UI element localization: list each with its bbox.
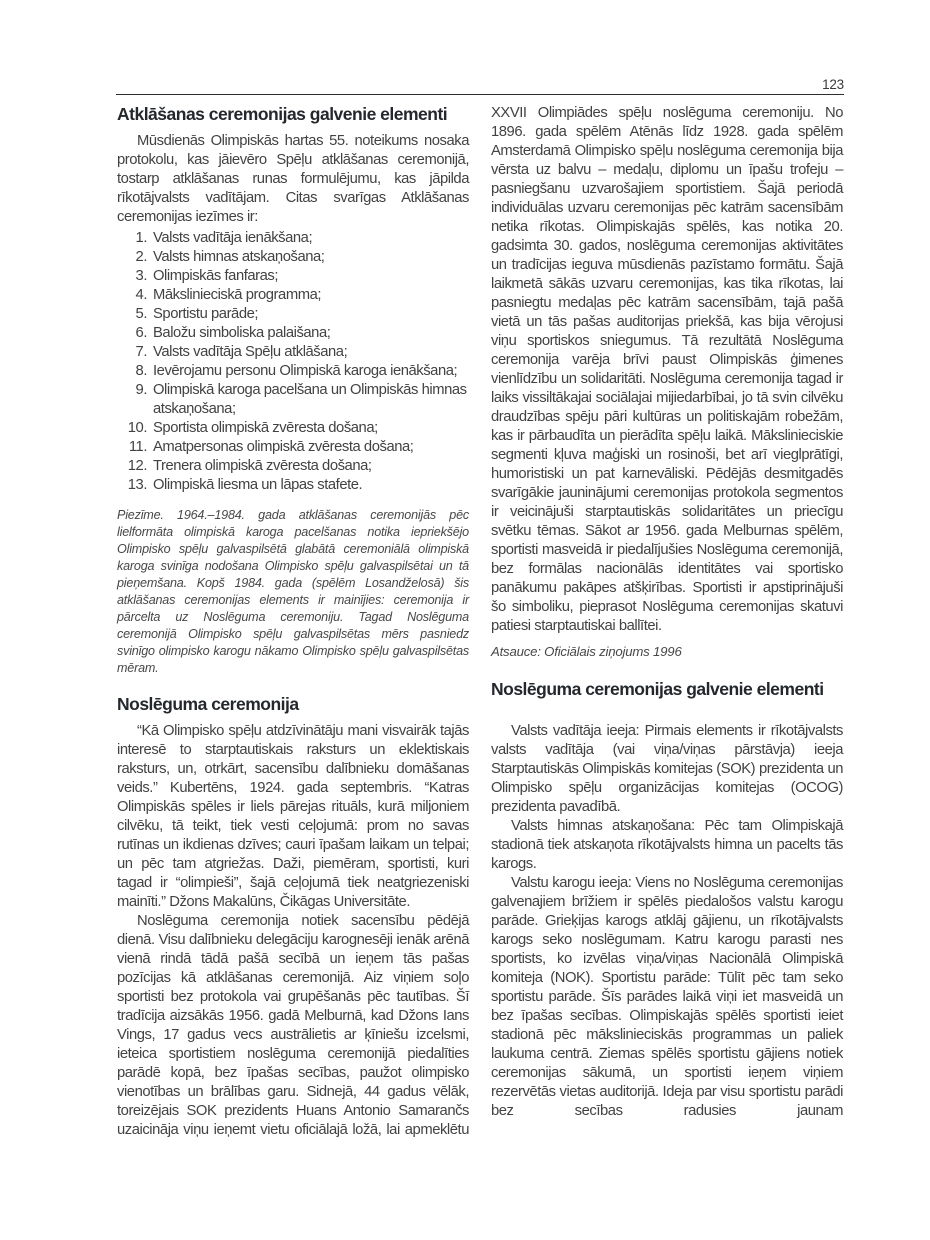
- elements-paragraph-flags: Valstu karogu ieeja: Viens no Noslēguma ceremonijas galvenajiem brīžiem ir spēlēs piedalošos valstu karogu parāde. Grieķijas karogs atklāj gājienu, un rīkotājvalsts karogs seko noslēgumam. Katru karogu parasti nes sportists, ko izvēlas viņa/viņas Nacionālā Olimpiskā komiteja (NOK). Sportistu parāde: Tūlīt pēc tam seko sportistu parāde. Šīs parādes laikā viņi iet masveidā un bez īpašas secības. Olimpiskajās spēlēs sportisti ieiet stadionā pēc mākslinieciskās programmas un paliek laukuma centrā. Ziemas spēlēs sportistu gājiens notiek ceremonijas sākumā, un sportisti ieņem viņiem rezervētās vietas auditorijā. Ideja par visu sportistu parādi bez secības radusies jaunam: [491, 875, 843, 1119]
- list-item: Olimpiskās fanfaras;: [153, 268, 279, 284]
- note-paragraph: Piezīme. 1964.–1984. gada atklāšanas ceremonijās pēc lielformāta olimpiskā karoga pacelšanas notika iepriekšējo Olimpisko spēļu galvaspilsētā glabātā ceremoniālā olimpiskā karoga svinīga nodošana Olimpisko spēļu galvaspilsētai un tā pieņemšana. Kopš 1984. gada (spēlēm Losandželosā) šis atklāšanas ceremonijas elements ir mainījies: ceremonija ir pārcelta uz Noslēguma ceremoniju. Tagad Noslēguma ceremonijā Olimpisko spēļu galvaspilsētas mērs pasniedz svinīgo olimpisko karogu nākamo Olimpisko spēļu galvaspilsētas mēram.: [117, 508, 469, 675]
- list-item: Ievērojamu personu Olimpiskā karoga ienākšana;: [153, 363, 458, 379]
- list-item: Olimpiskā karoga pacelšana un Olimpiskās himnas atskaņošana;: [153, 382, 467, 417]
- left-column: [117, 104, 469, 1140]
- list-item: Sportistu parāde;: [153, 306, 259, 322]
- list-item: Mākslinieciskā programma;: [153, 287, 322, 303]
- content-columns: [117, 104, 844, 1140]
- elements-section-heading: Noslēguma ceremonijas galvenie elementi: [491, 679, 824, 699]
- list-item: Trenera olimpiskā zvēresta došana;: [153, 458, 372, 474]
- list-item: Sportista olimpiskā zvēresta došana;: [153, 420, 378, 436]
- header-rule: [116, 94, 844, 95]
- closing-quote-paragraph: “Kā Olimpisko spēļu atdzīvinātāju mani visvairāk tajās interesē to starptautiskais raksturs un eklektiskais raksturs, un, otrkārt, sacensību dalībnieku domāšanas veids.” Kubertēns, 1924. gada septembris. “Katras Olimpiskās spēles ir liels pārejas rituāls, kurā miljoniem cilvēku, tā teikt, tiek vesti ceļojumā: prom no savas rutīnas un ikdienas dzīves; cauri īpašam laikam un telpai; un pēc tam atgriežas. Daži, piemēram, sportisti, kuri tagad ir “olimpieši”, šajā ceļojumā tiek neatgriezeniski mainīti.” Džons Makalūns, Čikāgas Universitāte.: [117, 723, 469, 910]
- continuation-paragraph: XXVII Olimpiādes spēļu noslēguma ceremoniju. No 1896. gada spēlēm Atēnās līdz 1928. gada spēlēm Amsterdamā Olimpisko spēļu noslēguma ceremonija bija vērsta uz balvu – medaļu, diplomu un īpašu trofeju – pasniegšanu uzvarošajiem sportistiem. Šajā periodā individuālas uzvaru ceremonijas pēc katrām sacensībām netika rīkotas. Olimpiskajās spēlēs, kas notika 20. gadsimta 30. gados, noslēguma ceremonijas aktivitātes un tradīcijas ieguva mūsdienās pazīstamo formātu. Šajā laikmetā sākās uzvaru ceremonijas, kas tika rīkotas, lai pasniegtu medaļas pēc katrām sacensībām, tajā pašā vietā un tās pašas auditorijas priekšā, kas bija vērojusi viņu sportiskos sniegumus. Tā rezultātā Noslēguma ceremonija varēja brīvi paust Olimpiskās ģimenes vienlīdzību un solidaritāti. Noslēguma ceremonija tagad ir laiks vissiltākajai sociālajai mijiedarbībai, jo tā svin cilvēku draudzības spēju pāri kultūras un politiskajām robežām, kas ir pārbaudīta un pierādīta spēļu laikā. Mākslinieciskie segmenti kļuva maģiski un rosinoši, bet arī vieglprātīgi, humoristiski un pat karnevāliski. Pēdējās desmitgadēs svarīgākie jauninājumi ceremonijas protokola segmentos ir veicinājuši starptautiskās solidaritātes un priecīgu svētku tēmas. Sākot ar 1956. gada Melburnas spēlēm, sportisti masveidā ir piedalījušies Noslēguma ceremonijā, bez formālas nacionālās identitātes vai sportisko panākumu pakāpes atšķirības. Sportisti ir apstiprinājuši šo simboliku, pieprasot Noslēguma ceremonijas skatuvi patiesi starptautiskai ballītei.: [491, 105, 843, 634]
- list-item: Baložu simboliska palaišana;: [153, 325, 331, 341]
- closing-history-paragraph: Noslēguma ceremonija notiek sacensību pēdējā dienā. Visu dalībnieku delegāciju karognesēji ienāk arēnā vienā rindā tādā pašā secībā un ieņem tās pašas pozīcijas kā atklāšanas ceremonijā. Aiz viņiem soļo sportisti bez protokola vai grupēšanās pēc tautības. Šī tradīcija aizsākās 1956. gadā Melburnā, kad Džons Ians Vings, 17 gadus vecs austrālietis ar ķīniešu izcelsmi, ieteica sportistiem noslēguma ceremonijā piedalīties parādē kopā, bez īpašas secības, paužot olimpisko vienotības un brālības garu. Sidnejā, 44 gadus vēlāk, toreizējais SOK prezidents Huans Antonio Samarančs uzaicināja viņu ieņemt vietu oficiālajā ložā, lai apmeklētu: [117, 913, 469, 1138]
- list-item: Amatpersonas olimpiskā zvēresta došana;: [153, 439, 414, 455]
- reference-line: Atsauce: Oficiālais ziņojums 1996: [491, 644, 682, 659]
- opening-section-heading: Atklāšanas ceremonijas galvenie elementi: [117, 104, 448, 124]
- opening-elements-list: [117, 229, 469, 495]
- closing-section-heading: Noslēguma ceremonija: [117, 694, 299, 714]
- list-item: Valsts himnas atskaņošana;: [153, 249, 325, 265]
- right-column: [491, 104, 843, 1140]
- page-number: 123: [822, 77, 844, 92]
- list-item: Valsts vadītāja Spēļu atklāšana;: [153, 344, 348, 360]
- opening-intro-paragraph: Mūsdienās Olimpiskās hartas 55. noteikums nosaka protokolu, kas jāievēro Spēļu atklāšanas ceremonijā, tostarp atklāšanas runas formulējumu, kas jāpilda rīkotājvalsts vadītājam. Citas svarīgas Atklāšanas ceremonijas iezīmes ir:: [117, 133, 469, 225]
- elements-paragraph-anthem: Valsts himnas atskaņošana: Pēc tam Olimpiskajā stadionā tiek atskaņota rīkotājvalsts himna un pacelts tās karogs.: [491, 818, 843, 872]
- list-item: Olimpiskā liesma un lāpas stafete.: [153, 477, 363, 493]
- list-item: Valsts vadītāja ienākšana;: [153, 230, 313, 246]
- elements-paragraph-entry: Valsts vadītāja ieeja: Pirmais elements ir rīkotājvalsts valsts vadītāja (vai viņa/viņas pārstāvja) ieeja Starptautiskās Olimpiskās komitejas (SOK) prezidenta un Olimpisko spēļu organizācijas komitejas (OCOG) prezidenta pavadībā.: [491, 723, 843, 815]
